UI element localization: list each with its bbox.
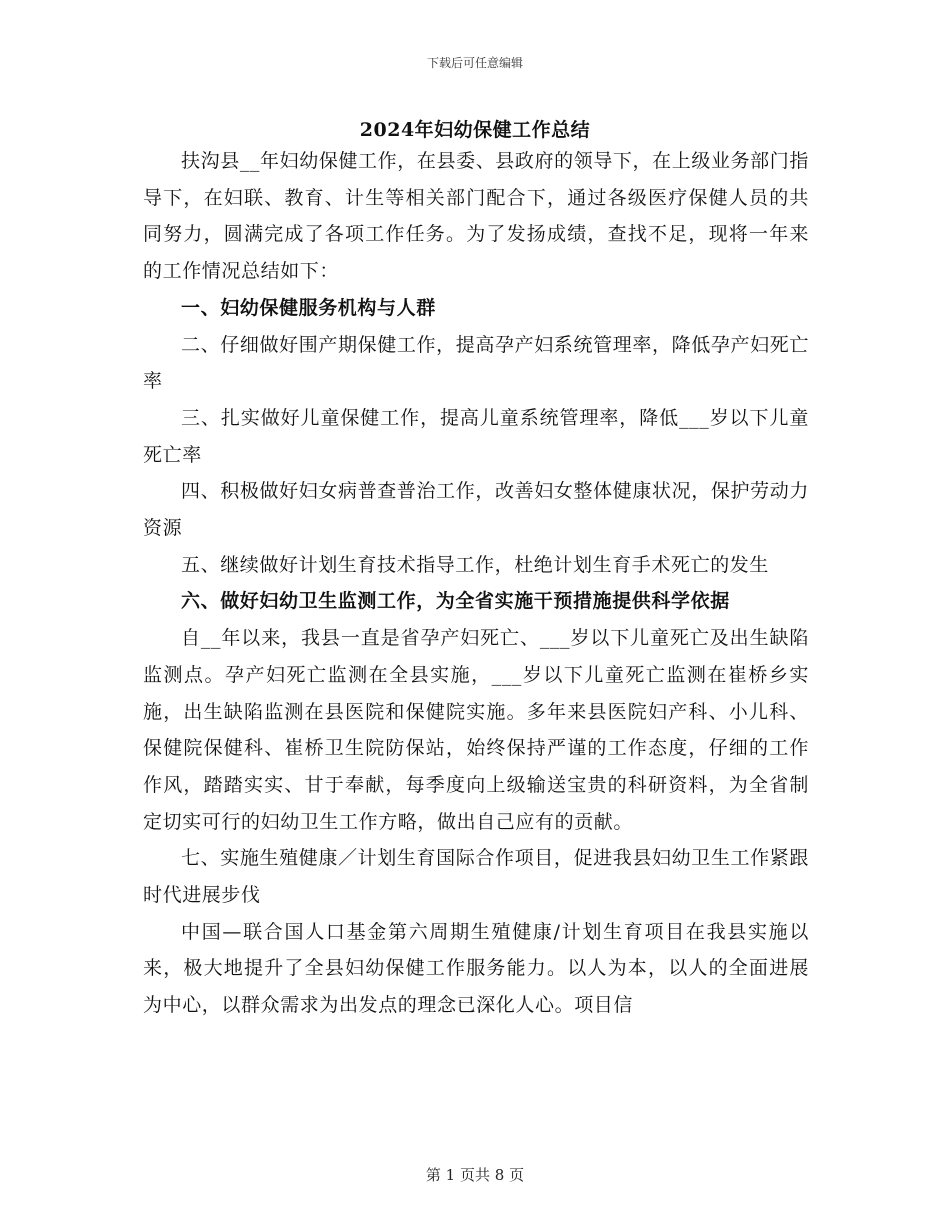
section-heading-5: 五、继续做好计划生育技术指导工作，杜绝计划生育手术死亡的发生	[181, 553, 770, 576]
section-heading-2: 二、仔细做好围产期保健工作，提高孕产妇系统管理率，降低孕产妇死亡率	[143, 333, 809, 393]
document-body	[143, 143, 809, 1024]
header-note: 下载后可任意编辑	[426, 56, 523, 70]
section-heading-4: 四、积极做好妇女病普查普治工作，改善妇女整体健康状况，保护劳动力资源	[143, 480, 809, 540]
intro-paragraph: 扶沟县__年妇幼保健工作，在县委、县政府的领导下，在上级业务部门指导下，在妇联、教育、计生等相关部门配合下，通过各级医疗保健人员的共同努力，圆满完成了各项工作任务。为了发扬成绩，查找不足，现将一年来的工作情况总结如下：	[143, 150, 809, 283]
section-heading-7: 七、实施生殖健康／计划生育国际合作项目，促进我县妇幼卫生工作紧跟时代进展步伐	[143, 847, 809, 907]
page-footer: 第 1 页共 8 页	[425, 1166, 525, 1184]
section-heading-3: 三、扎实做好儿童保健工作，提高儿童系统管理率，降低___岁以下儿童死亡率	[143, 406, 809, 466]
monitoring-paragraph: 自__年以来，我县一直是省孕产妇死亡、___岁以下儿童死亡及出生缺陷监测点。孕产妇死亡监测在全县实施，___岁以下儿童死亡监测在崔桥乡实施，出生缺陷监测在县医院和保健院实施。多年来县医院妇产科、小儿科、保健院保健科、崔桥卫生院防保站，始终保持严谨的工作态度，仔细的工作作风，踏踏实实、甘于奉献，每季度向上级输送宝贵的科研资料，为全省制定切实可行的妇幼卫生工作方略，做出自己应有的贡献。	[143, 627, 809, 833]
section-heading-1: 一、妇幼保健服务机构与人群	[181, 296, 436, 319]
project-paragraph: 中国—联合国人口基金第六周期生殖健康/计划生育项目在我县实施以来，极大地提升了全县妇幼保健工作服务能力。以人为本，以人的全面进展为中心，以群众需求为出发点的理念已深化人心。项目信	[143, 920, 809, 1017]
section-heading-6: 六、做好妇幼卫生监测工作，为全省实施干预措施提供科学依据	[181, 590, 730, 613]
document-title: 2024年妇幼保健工作总结	[359, 119, 591, 141]
